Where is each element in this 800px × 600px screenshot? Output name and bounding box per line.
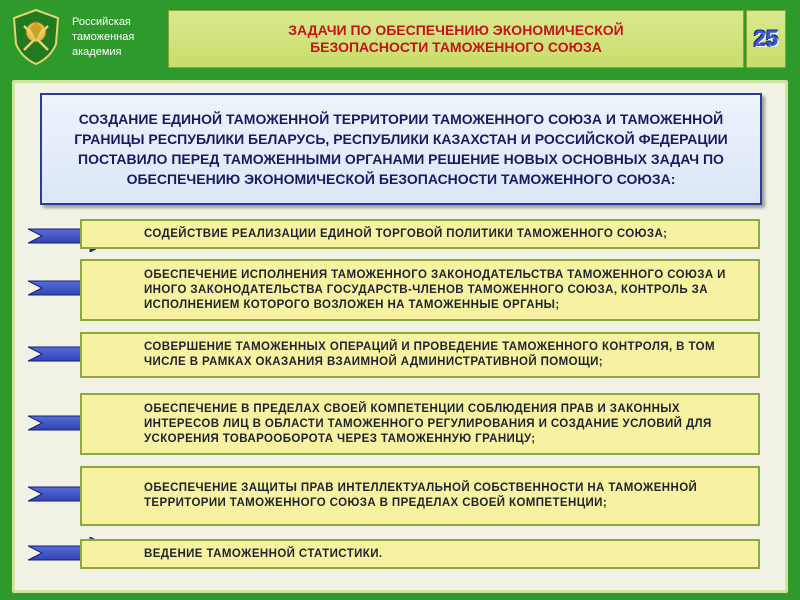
customs-emblem-icon bbox=[10, 8, 62, 66]
task-item bbox=[80, 539, 760, 569]
task-item bbox=[80, 219, 760, 249]
slide-title: ЗАДАЧИ ПО ОБЕСПЕЧЕНИЮ ЭКОНОМИЧЕСКОЙ БЕЗОПАСНОСТИ ТАМОЖЕННОГО СОЮЗА bbox=[288, 22, 624, 55]
academy-name: Российская таможенная академия bbox=[72, 16, 135, 58]
task-item bbox=[80, 332, 760, 378]
page-number-box bbox=[746, 10, 786, 68]
task-text: СОДЕЙСТВИЕ РЕАЛИЗАЦИИ ЕДИНОЙ ТОРГОВОЙ ПОЛИТИКИ ТАМОЖЕННОГО СОЮЗА; bbox=[144, 227, 668, 240]
slide-title-box bbox=[168, 10, 744, 68]
task-item bbox=[80, 466, 760, 526]
intro-box bbox=[40, 93, 762, 205]
page-number: 25 bbox=[753, 26, 779, 51]
task-text: СОВЕРШЕНИЕ ТАМОЖЕННЫХ ОПЕРАЦИЙ И ПРОВЕДЕНИЕ ТАМОЖЕННОГО КОНТРОЛЯ, В ТОМ ЧИСЛЕ В РАМКАХ ОКАЗАНИЯ ВЗАИМНОЙ АДМИНИСТРАТИВНОЙ ПОМОЩИ; bbox=[144, 341, 715, 368]
intro-text: СОЗДАНИЕ ЕДИНОЙ ТАМОЖЕННОЙ ТЕРРИТОРИИ ТАМОЖЕННОГО СОЮЗА И ТАМОЖЕННОЙ ГРАНИЦЫ РЕСПУБЛИКИ БЕЛАРУСЬ, РЕСПУБЛИКИ КАЗАХСТАН И РОССИЙСКОЙ ФЕДЕРАЦИИ ПОСТАВИЛО ПЕРЕД ТАМОЖЕННЫМИ ОРГАНАМИ РЕШЕНИЕ НОВЫХ ОСНОВНЫХ ЗАДАЧ ПО ОБЕСПЕЧЕНИЮ ЭКОНОМИЧЕСКОЙ БЕЗОПАСНОСТИ ТАМОЖЕННОГО СОЮЗА: bbox=[74, 111, 728, 187]
task-text: ОБЕСПЕЧЕНИЕ В ПРЕДЕЛАХ СВОЕЙ КОМПЕТЕНЦИИ СОБЛЮДЕНИЯ ПРАВ И ЗАКОННЫХ ИНТЕРЕСОВ ЛИЦ В ОБЛАСТИ ТАМОЖЕННОГО РЕГУЛИРОВАНИЯ И СОЗДАНИЕ УСЛОВИЙ ДЛЯ УСКОРЕНИЯ ТОВАРООБОРОТА ЧЕРЕЗ ТАМОЖЕННУЮ ГРАНИЦУ; bbox=[144, 402, 712, 445]
task-text: ОБЕСПЕЧЕНИЕ ЗАЩИТЫ ПРАВ ИНТЕЛЛЕКТУАЛЬНОЙ СОБСТВЕННОСТИ НА ТАМОЖЕННОЙ ТЕРРИТОРИИ ТАМОЖЕННОГО СОЮЗА В ПРЕДЕЛАХ СВОЕЙ КОМПЕТЕНЦИИ; bbox=[144, 482, 698, 509]
task-text: ОБЕСПЕЧЕНИЕ ИСПОЛНЕНИЯ ТАМОЖЕННОГО ЗАКОНОДАТЕЛЬСТВА ТАМОЖЕННОГО СОЮЗА И ИНОГО ЗАКОНОДАТЕЛЬСТВА ГОСУДАРСТВ-ЧЛЕНОВ ТАМОЖЕННОГО СОЮЗА, КОНТРОЛЬ ЗА ИСПОЛНЕНИЕМ КОТОРОГО ВОЗЛОЖЕН НА ТАМОЖЕННЫЕ ОРГАНЫ; bbox=[144, 268, 726, 311]
task-text: ВЕДЕНИЕ ТАМОЖЕННОЙ СТАТИСТИКИ. bbox=[144, 547, 383, 560]
task-item bbox=[80, 259, 760, 321]
task-item bbox=[80, 393, 760, 455]
